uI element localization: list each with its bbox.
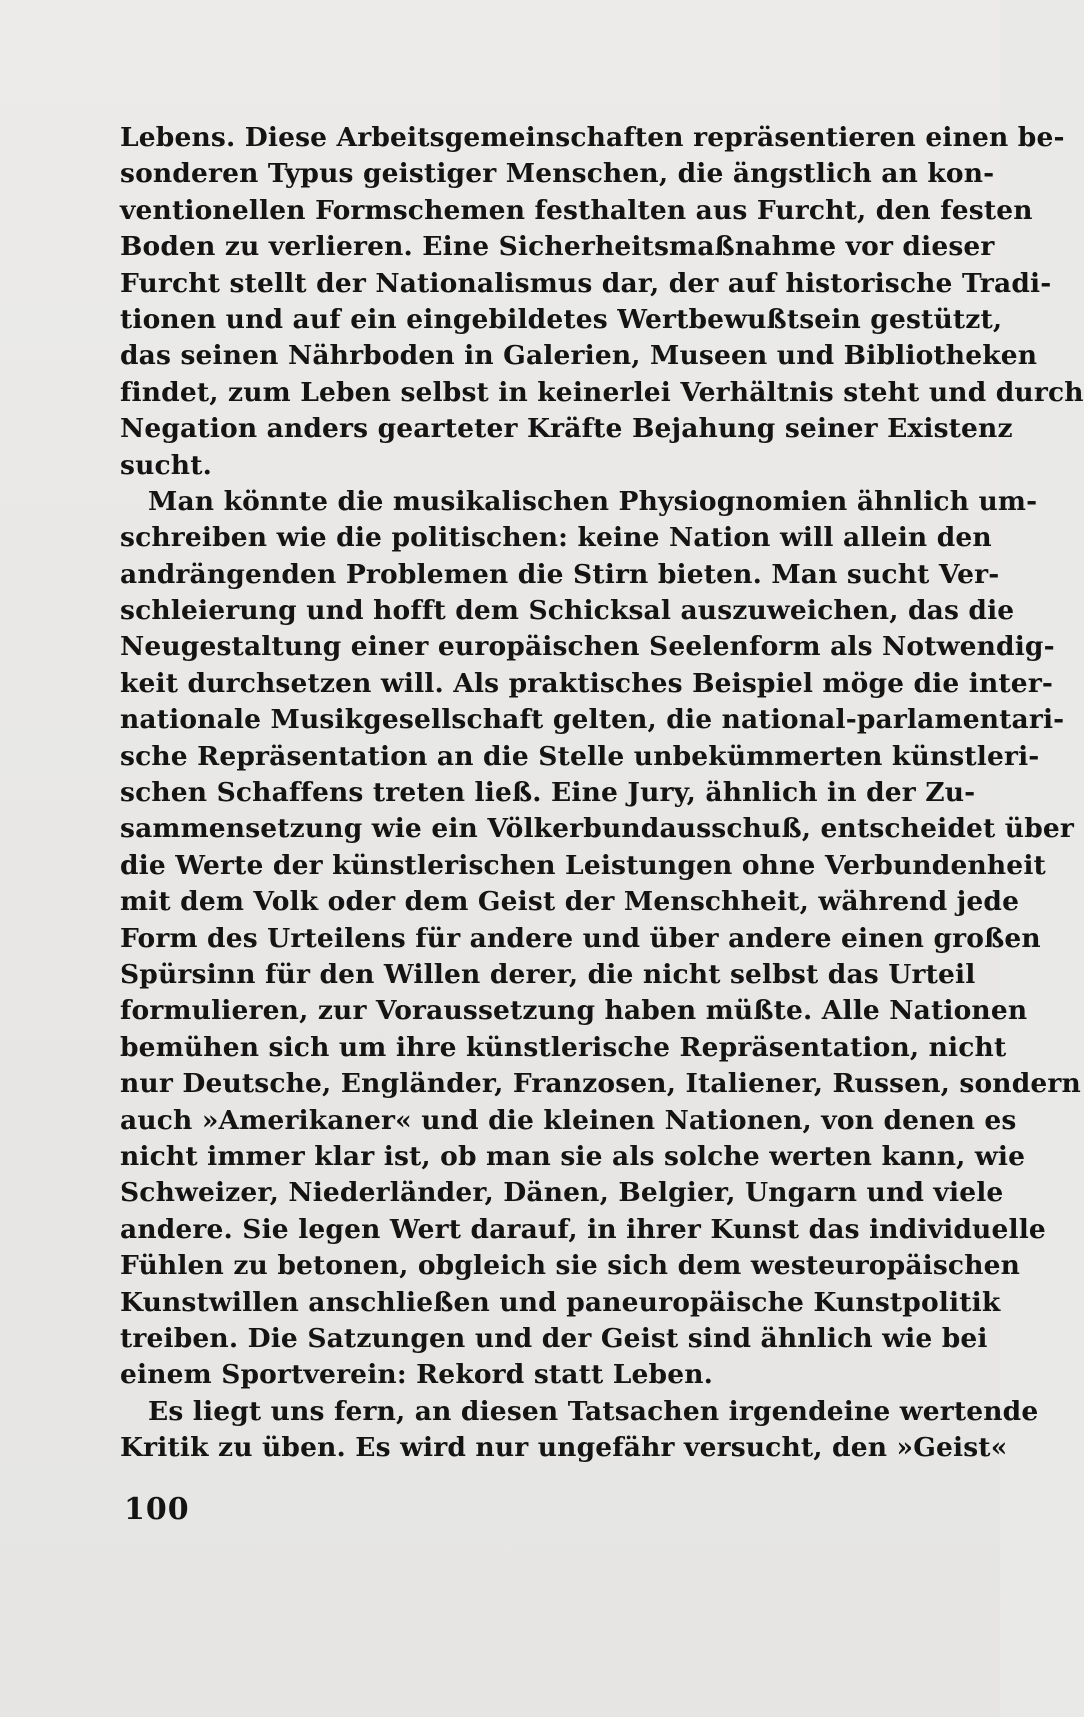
text-line: sonderen Typus geistiger Menschen, die ängstlich an kon-: [120, 158, 995, 190]
text-line: bemühen sich um ihre künstlerische Repräsentation, nicht: [120, 1031, 1007, 1063]
text-line: sche Repräsentation an die Stelle unbekümmerten künstleri-: [120, 740, 1040, 772]
text-line: andere. Sie legen Wert darauf, in ihrer Kunst das individuelle: [120, 1213, 1046, 1245]
text-line: Man könnte die musikalischen Physiognomien ähnlich um-: [148, 485, 1038, 517]
text-line: Neugestaltung einer europäischen Seelenform als Notwendig-: [120, 631, 1055, 663]
text-line: andrängenden Problemen die Stirn bieten. Man sucht Ver-: [120, 558, 1000, 590]
text-line: Furcht stellt der Nationalismus dar, der auf historische Tradi-: [120, 267, 1052, 299]
text-line: Negation anders gearteter Kräfte Bejahung seiner Existenz: [120, 413, 1013, 445]
text-line: sammensetzung wie ein Völkerbundausschuß, entscheidet über: [120, 813, 1075, 845]
text-line: keit durchsetzen will. Als praktisches Beispiel möge die inter-: [120, 667, 1054, 699]
text-line: auch »Amerikaner« und die kleinen Nationen, von denen es: [120, 1104, 1017, 1136]
text-line: schleierung und hofft dem Schicksal auszuweichen, das die: [120, 595, 1015, 627]
text-line: treiben. Die Satzungen und der Geist sind ähnlich wie bei: [120, 1322, 988, 1354]
text-line: Schweizer, Niederländer, Dänen, Belgier, Ungarn und viele: [120, 1177, 1004, 1209]
text-line: mit dem Volk oder dem Geist der Menschheit, während jede: [120, 886, 1020, 918]
text-line: Form des Urteilens für andere und über andere einen großen: [120, 922, 1041, 954]
text-line: ventionellen Formschemen festhalten aus Furcht, den festen: [120, 194, 1033, 226]
text-line: Es liegt uns fern, an diesen Tatsachen irgendeine wertende: [148, 1395, 1039, 1427]
text-line: Fühlen zu betonen, obgleich sie sich dem westeuropäischen: [120, 1250, 1021, 1282]
text-line: Lebens. Diese Arbeitsgemeinschaften repräsentieren einen be-: [120, 122, 1065, 153]
text-line: sucht.: [120, 449, 212, 481]
text-line: Kritik zu üben. Es wird nur ungefähr versucht, den »Geist«: [120, 1432, 1008, 1464]
text-line: schen Schaffens treten ließ. Eine Jury, ähnlich in der Zu-: [120, 777, 976, 809]
text-line: findet, zum Leben selbst in keinerlei Verhältnis steht und durch: [120, 376, 1084, 408]
text-line: Spürsinn für den Willen derer, die nicht selbst das Urteil: [120, 958, 976, 990]
text-line: die Werte der künstlerischen Leistungen ohne Verbundenheit: [120, 849, 1046, 881]
page-number: 100: [124, 1492, 190, 1527]
text-line: schreiben wie die politischen: keine Nation will allein den: [120, 522, 992, 554]
text-line: nationale Musikgesellschaft gelten, die national-parlamentari-: [120, 704, 1065, 736]
text-line: Kunstwillen anschließen und paneuropäische Kunstpolitik: [120, 1286, 1001, 1318]
text-line: einem Sportverein: Rekord statt Leben.: [120, 1359, 714, 1391]
body-text: [120, 120, 1084, 1466]
text-line: Boden zu verlieren. Eine Sicherheitsmaßnahme vor dieser: [120, 231, 995, 263]
text-line: nicht immer klar ist, ob man sie als solche werten kann, wie: [120, 1140, 1026, 1172]
text-line: tionen und auf ein eingebildetes Wertbewußtsein gestützt,: [120, 303, 1003, 335]
text-line: nur Deutsche, Engländer, Franzosen, Italiener, Russen, sondern: [120, 1068, 1081, 1100]
text-line: formulieren, zur Voraussetzung haben müßte. Alle Nationen: [120, 995, 1028, 1027]
text-line: das seinen Nährboden in Galerien, Museen und Bibliotheken: [120, 340, 1038, 372]
